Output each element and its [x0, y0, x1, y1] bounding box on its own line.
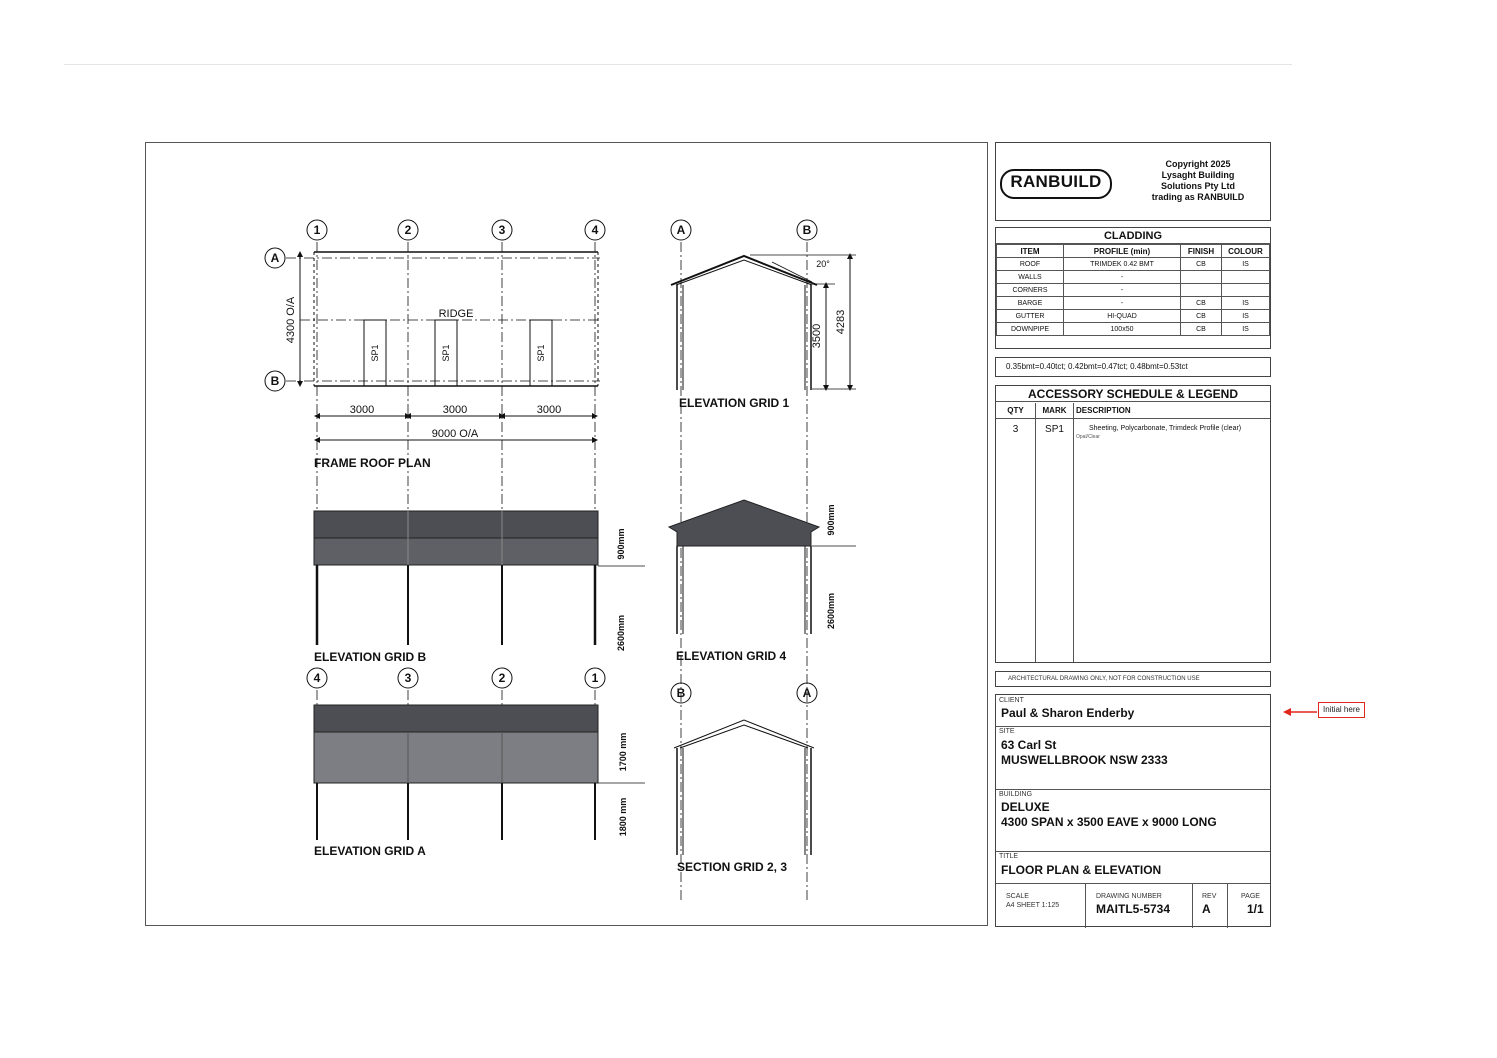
table-cell: - — [1064, 297, 1181, 310]
sp1-label-3: SP1 — [536, 344, 546, 362]
elevation-grid-A-title: ELEVATION GRID A — [314, 844, 426, 858]
grid-number-4: 4 — [591, 223, 599, 237]
grid-letter-A: A — [270, 251, 280, 265]
elev4-upper-dimension: 900mm — [826, 504, 836, 536]
elevA-upper-dimension: 1700 mm — [618, 732, 628, 772]
copyright-line-1: Copyright 2025 — [1165, 159, 1231, 169]
grid-letter-B-section: B — [676, 686, 686, 700]
accessory-header-qty: QTY — [1007, 406, 1024, 415]
revision: A — [1202, 902, 1211, 916]
table-row — [997, 258, 1270, 271]
cladding-title: CLADDING — [996, 228, 1270, 244]
elevation-grid-B — [314, 511, 645, 645]
table-row — [997, 323, 1270, 336]
grid-number-2-elevA: 2 — [498, 671, 506, 685]
table-cell — [1181, 271, 1222, 284]
table-row — [997, 284, 1270, 297]
grid-number-3-elevA: 3 — [404, 671, 412, 685]
eave-height-dimension: 3500 — [811, 323, 823, 349]
column-divider — [1035, 403, 1036, 662]
table-cell: HI-QUAD — [1064, 310, 1181, 323]
drawing-number-label: DRAWING NUMBER — [1096, 893, 1162, 900]
grid-number-3: 3 — [498, 223, 506, 237]
divider — [996, 789, 1270, 790]
grid-letter-B: B — [270, 374, 280, 388]
copyright-line-3: Solutions Pty Ltd — [1161, 181, 1235, 191]
scale-label: SCALE — [1006, 893, 1029, 900]
header-divider — [996, 418, 1270, 419]
site-label: SITE — [999, 728, 1015, 735]
table-cell: CB — [1181, 323, 1222, 336]
table-cell: CB — [1181, 310, 1222, 323]
grid-letter-A-elev1: A — [676, 223, 686, 237]
elevB-upper-dimension: 900mm — [616, 528, 626, 560]
bay-dimension-3: 3000 — [536, 404, 562, 416]
divider — [1192, 883, 1193, 928]
table-cell: WALLS — [997, 271, 1064, 284]
logo-block — [995, 142, 1271, 221]
grid-number-1: 1 — [313, 223, 321, 237]
divider — [1085, 883, 1086, 928]
divider — [996, 851, 1270, 852]
cladding-table — [995, 227, 1271, 349]
grid-number-4-elevA: 4 — [313, 671, 321, 685]
accessory-title: ACCESSORY SCHEDULE & LEGEND — [996, 386, 1270, 402]
grid-letter-B-elev1: B — [802, 223, 812, 237]
section-grid-title: SECTION GRID 2, 3 — [677, 860, 788, 874]
elevation-grid-1 — [671, 220, 856, 900]
table-row — [997, 271, 1270, 284]
table-cell: IS — [1222, 297, 1270, 310]
grid-number-1-elevA: 1 — [591, 671, 599, 685]
table-cell: DOWNPIPE — [997, 323, 1064, 336]
site-address-line2: MUSWELLBROOK NSW 2333 — [1001, 753, 1168, 767]
scale-value: A4 SHEET 1:125 — [1006, 902, 1060, 909]
divider — [996, 726, 1270, 727]
client-label: CLIENT — [999, 697, 1024, 704]
table-cell — [1181, 284, 1222, 297]
ridge-label: RIDGE — [438, 308, 474, 320]
copyright-line-2: Lysaght Building — [1161, 170, 1235, 180]
elevA-lower-dimension: 1800 mm — [618, 797, 628, 837]
section-grid-2-3 — [671, 683, 817, 855]
cladding-header-colour: COLOUR — [1222, 245, 1270, 258]
table-cell: GUTTER — [997, 310, 1064, 323]
arrow-left-icon — [1283, 708, 1317, 716]
table-cell — [1222, 284, 1270, 297]
copyright-notice — [1130, 159, 1266, 203]
bay-dimension-1: 3000 — [349, 404, 375, 416]
divider — [996, 883, 1270, 884]
cladding-grid — [996, 244, 1270, 336]
building-dimensions: 4300 SPAN x 3500 EAVE x 9000 LONG — [1001, 815, 1217, 829]
table-cell: IS — [1222, 323, 1270, 336]
table-cell: 100x50 — [1064, 323, 1181, 336]
initial-here-field[interactable]: Initial here — [1318, 702, 1365, 718]
cladding-header-finish: FINISH — [1181, 245, 1222, 258]
table-cell: IS — [1222, 258, 1270, 271]
building-label: BUILDING — [999, 791, 1033, 798]
roof-pitch-label: 20° — [816, 259, 830, 269]
elevation-grid-A — [307, 668, 645, 840]
table-cell: - — [1064, 284, 1181, 297]
sp1-label-2: SP1 — [441, 344, 451, 362]
table-cell — [1222, 271, 1270, 284]
page-label: PAGE — [1241, 893, 1260, 900]
table-cell: CB — [1181, 258, 1222, 271]
title-label: TITLE — [999, 853, 1019, 860]
site-address-line1: 63 Carl St — [1001, 738, 1057, 752]
accessory-qty: 3 — [1012, 424, 1019, 435]
table-cell: IS — [1222, 310, 1270, 323]
page-number: 1/1 — [1247, 902, 1264, 916]
elev4-lower-dimension: 2600mm — [826, 592, 836, 630]
bay-dimension-2: 3000 — [442, 404, 468, 416]
accessory-sub-note: Opal/Clear — [1076, 434, 1100, 440]
cladding-header-item: ITEM — [997, 245, 1064, 258]
accessory-header-description: DESCRIPTION — [1076, 406, 1131, 415]
rev-label: REV — [1202, 893, 1217, 900]
accessory-header-mark: MARK — [1042, 406, 1067, 415]
accessory-description: Sheeting, Polycarbonate, Trimdeck Profile (clear) — [1089, 425, 1242, 432]
overall-height-dimension: 4283 — [835, 309, 847, 335]
table-row — [997, 297, 1270, 310]
table-row — [997, 310, 1270, 323]
accessory-mark: SP1 — [1045, 424, 1064, 435]
elevation-grid-1-title: ELEVATION GRID 1 — [679, 396, 790, 410]
sp1-label-1: SP1 — [370, 344, 380, 362]
project-info-block — [995, 694, 1271, 927]
frame-roof-plan-title: FRAME ROOF PLAN — [314, 456, 431, 470]
drawing-number: MAITL5-5734 — [1096, 902, 1171, 916]
table-cell: CB — [1181, 297, 1222, 310]
cladding-header-profile: PROFILE (min) — [1064, 245, 1181, 258]
ranbuild-logo: RANBUILD — [1000, 169, 1112, 199]
elevation-grid-4-title: ELEVATION GRID 4 — [676, 649, 787, 663]
drawing-title: FLOOR PLAN & ELEVATION — [1001, 863, 1162, 877]
accessory-grid — [996, 403, 1270, 662]
elevation-grid-B-title: ELEVATION GRID B — [314, 650, 427, 664]
divider — [1227, 883, 1228, 928]
accessory-schedule — [995, 385, 1271, 663]
overall-length-dimension: 9000 O/A — [431, 428, 479, 440]
building-type: DELUXE — [1001, 800, 1050, 814]
copyright-line-4: trading as RANBUILD — [1151, 192, 1245, 202]
elevB-lower-dimension: 2600mm — [616, 614, 626, 652]
grid-letter-A-section: A — [802, 686, 812, 700]
grid-number-2: 2 — [404, 223, 412, 237]
table-cell: ROOF — [997, 258, 1064, 271]
table-cell: TRIMDEK 0.42 BMT — [1064, 258, 1181, 271]
thickness-note: 0.35bmt=0.40tct; 0.42bmt=0.47tct; 0.48bmt=0.53tct — [995, 357, 1271, 377]
table-cell: - — [1064, 271, 1181, 284]
column-divider — [1073, 403, 1074, 662]
architectural-note: ARCHITECTURAL DRAWING ONLY, NOT FOR CONSTRUCTION USE — [995, 671, 1271, 687]
table-cell: CORNERS — [997, 284, 1064, 297]
client-name: Paul & Sharon Enderby — [1001, 706, 1135, 720]
table-cell: BARGE — [997, 297, 1064, 310]
span-dimension: 4300 O/A — [285, 296, 297, 344]
